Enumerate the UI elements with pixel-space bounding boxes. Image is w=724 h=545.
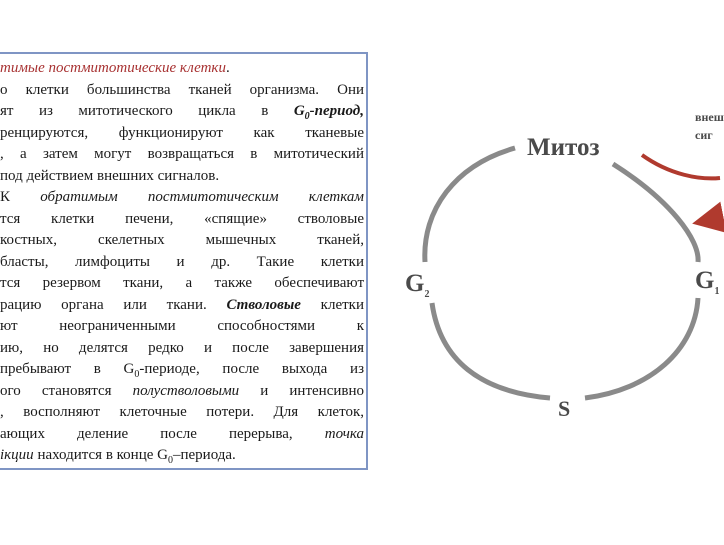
text-line xyxy=(0,58,364,80)
text-fragment: ающих деление после перерыва, xyxy=(0,425,325,442)
text-line xyxy=(0,80,364,102)
text-line xyxy=(0,252,364,274)
external-signal-label: внеш xyxy=(695,110,724,124)
text-fragment: ют неограниченными способностями к xyxy=(0,318,364,334)
text-fragment: 0 xyxy=(304,111,310,122)
text-fragment: . xyxy=(225,60,230,76)
text-lines xyxy=(0,58,364,467)
text-fragment: –периода. xyxy=(172,447,236,463)
text-line xyxy=(0,166,364,188)
text-fragment: полустволовыми xyxy=(132,382,240,399)
text-fragment: Стволовые xyxy=(226,296,301,313)
text-fragment: тимые постмитотические клетки xyxy=(0,60,226,76)
text-line xyxy=(0,123,364,145)
text-line xyxy=(0,144,364,166)
signal-arrow-in xyxy=(700,218,720,222)
text-fragment: , восполняют клеточные потери. Для клеток, xyxy=(0,404,364,420)
text-fragment: ят из митотического цикла в xyxy=(0,103,294,119)
text-line xyxy=(0,187,364,209)
g2-label: $G_2$ xyxy=(405,270,430,300)
text-fragment: ого становятся xyxy=(0,382,133,399)
text-fragment: ікции xyxy=(0,447,34,463)
g1-label: $G_1$ xyxy=(695,267,720,297)
text-fragment: находится в конце G xyxy=(33,447,168,463)
mitosis-label: Митоз xyxy=(527,134,600,161)
external-signal-label-2: сиг xyxy=(695,128,713,142)
text-fragment: , а затем могут возвращаться в митотический xyxy=(0,146,364,162)
text-line xyxy=(0,445,364,467)
text-line xyxy=(0,101,364,123)
text-line xyxy=(0,273,364,295)
text-fragment: -период, xyxy=(309,103,364,119)
text-line xyxy=(0,381,364,403)
cell-cycle-diagram xyxy=(370,0,724,540)
text-line xyxy=(0,230,364,252)
text-fragment: тся клетки печени, «спящие» стволовые xyxy=(0,210,364,227)
text-fragment: 0 xyxy=(134,369,140,380)
arc-right-bottom xyxy=(585,298,698,398)
text-fragment: точка xyxy=(324,425,364,442)
text-line xyxy=(0,424,364,446)
text-fragment: ренцируются, функционируют как тканевые xyxy=(0,124,364,141)
text-panel xyxy=(0,52,368,470)
text-line xyxy=(0,316,364,338)
text-fragment: и интенсивно xyxy=(239,382,364,399)
text-fragment: пребывают в G xyxy=(0,361,135,377)
text-fragment: тся резервом ткани, а также обеспечивают xyxy=(0,275,364,291)
text-fragment: рацию органа или ткани. xyxy=(0,296,227,313)
text-fragment: G xyxy=(293,103,305,119)
text-fragment: 0 xyxy=(167,455,173,466)
text-fragment: К xyxy=(0,189,41,205)
signal-arrow-out xyxy=(642,155,720,178)
text-fragment: клетки xyxy=(300,296,364,313)
text-line xyxy=(0,402,364,424)
text-fragment: ию, но делятся редко и после завершения xyxy=(0,339,364,356)
text-fragment: бласты, лимфоциты и др. Такие клетки xyxy=(0,253,364,270)
arc-bottom-left xyxy=(432,303,550,398)
arc-top-right xyxy=(613,164,698,262)
arc-left-top xyxy=(425,148,515,262)
text-fragment: -периоде, после выхода из xyxy=(139,361,365,377)
text-fragment: о клетки большинства тканей организма. Они xyxy=(0,81,364,98)
text-fragment: обратимым постмитотическим клеткам xyxy=(40,189,364,205)
text-fragment: под действием внешних сигналов. xyxy=(0,167,220,184)
text-fragment: костных, скелетных мышечных тканей, xyxy=(0,232,364,248)
text-line xyxy=(0,359,364,381)
text-line xyxy=(0,338,364,360)
text-line xyxy=(0,295,364,317)
text-line xyxy=(0,209,364,231)
s-phase-label: S xyxy=(558,396,571,421)
